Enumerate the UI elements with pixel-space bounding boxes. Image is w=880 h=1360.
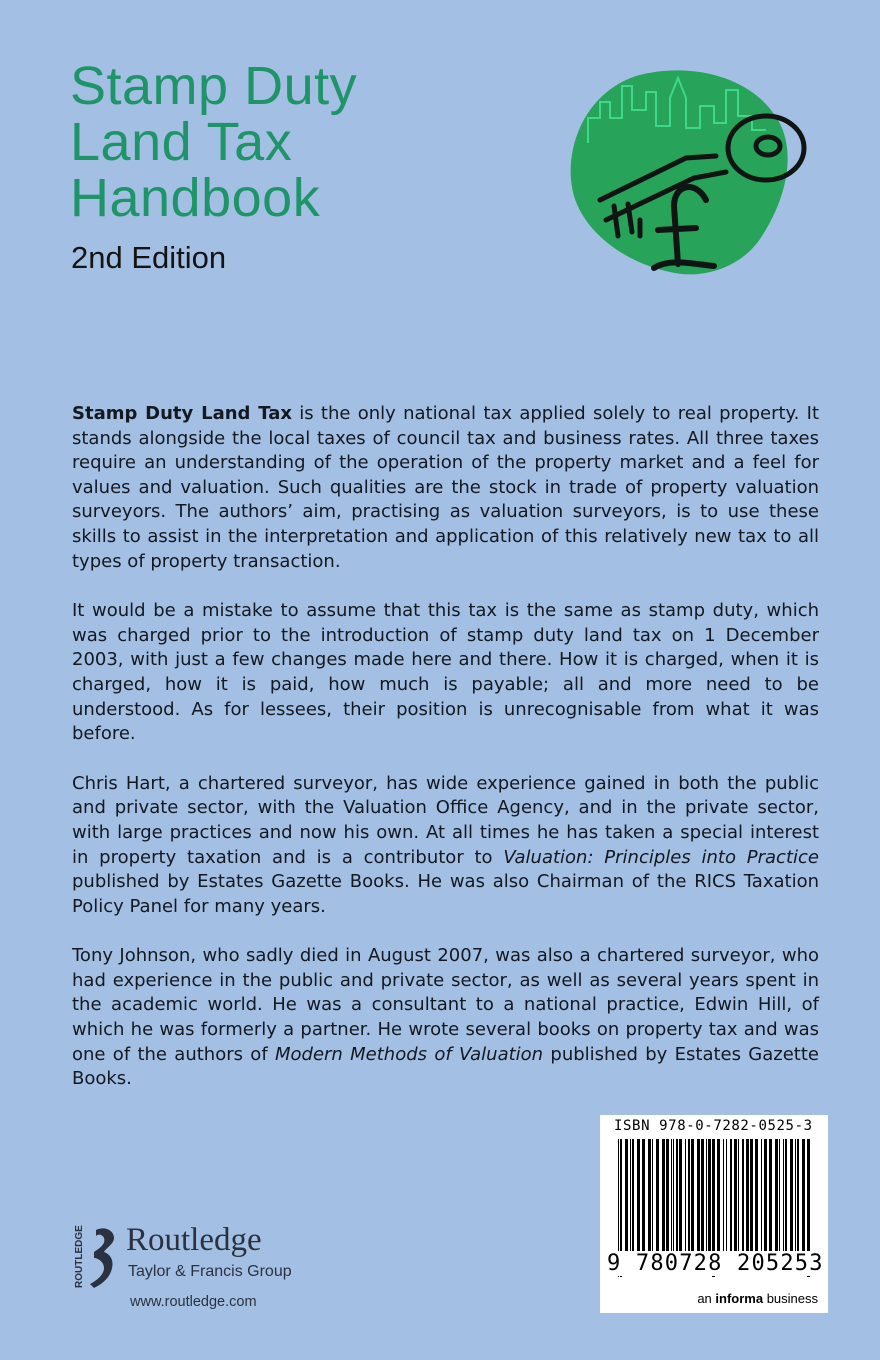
barcode-bar	[632, 1139, 634, 1265]
barcode-bar	[734, 1139, 737, 1265]
barcode-bar	[802, 1139, 805, 1265]
paragraph-4	[72, 944, 819, 1092]
paragraph-3-text-a: Chris Hart, a chartered surveyor, has wide experience gained in both the public and private sector, with the Valuation Office Agency, and in the private sector, with large practices and now his own. At all times he has taken a special interest in property taxation and is a contributor to	[72, 772, 819, 868]
barcode-bar	[679, 1139, 682, 1265]
barcode-bar	[630, 1139, 631, 1265]
informa-pre: an	[697, 1291, 716, 1306]
title-line-3: Handbook	[70, 168, 321, 228]
barcode-bar	[671, 1139, 672, 1265]
barcode-bar	[706, 1139, 707, 1265]
barcode-bar	[625, 1139, 628, 1265]
barcode-bar	[797, 1139, 799, 1265]
barcode-bar	[779, 1139, 780, 1265]
barcode-bar	[685, 1139, 686, 1265]
edition-label: 2nd Edition	[71, 240, 227, 275]
paragraph-3	[72, 772, 819, 920]
barcode-bar	[676, 1139, 678, 1265]
barcode-bar	[769, 1139, 772, 1265]
barcode-bar	[761, 1139, 762, 1265]
paragraph-1-lead: Stamp Duty Land Tax	[72, 403, 292, 424]
barcode-bar	[697, 1139, 700, 1265]
paragraph-4-text-b: published by Estates Gazette Books.	[72, 1043, 819, 1090]
paragraph-3-book-title: Valuation: Principles into Practice	[503, 846, 819, 868]
barcode-bar	[730, 1139, 732, 1265]
barcode-digits: 9 780728 205253	[607, 1251, 824, 1276]
routledge-mark-icon	[70, 1224, 118, 1290]
paragraph-1-text: is the only national tax applied solely to real property. It stands alongside the local taxes of council tax and business rates. All three taxes require an understanding of the operation of the property market and a feel for values and valuation. Such qualities are the stock in trade of property valuation surveyors. The authors’ aim, practising as valuation surveyors, is to use these skills to assist in the interpretation and application of this relatively new tax to all types of property transaction.	[72, 403, 819, 572]
key-pound-illustration	[566, 68, 826, 283]
barcode-bar	[750, 1139, 753, 1265]
barcode-bar	[764, 1139, 767, 1265]
barcode-bar	[755, 1139, 758, 1265]
barcode-bar	[785, 1139, 787, 1265]
routledge-spine-text: ROUTLEDGE	[74, 1225, 85, 1288]
barcode-bar	[742, 1139, 744, 1265]
barcode-bar	[746, 1139, 749, 1265]
barcode-bar	[662, 1139, 665, 1265]
paragraph-2: It would be a mistake to assume that this tax is the same as stamp duty, which was charged prior to the introduction of stamp duty land tax on 1 December 2003, with just a few changes made here and there. How it is charged, when it is charged, how it is paid, how much is payable; all and more need to be understood. As for lessees, their position is unrecognisable from what it was before.	[72, 600, 819, 745]
informa-brand: informa	[715, 1291, 764, 1306]
barcode-bar	[790, 1139, 793, 1265]
barcode-bar	[783, 1139, 784, 1265]
barcode-bar	[637, 1139, 640, 1265]
paragraph-1	[72, 402, 819, 574]
barcode-bar	[795, 1139, 796, 1265]
barcode-bar	[656, 1139, 659, 1265]
barcode-bar	[717, 1139, 720, 1265]
barcode-bar	[708, 1139, 711, 1265]
publisher-url[interactable]: www.routledge.com	[130, 1294, 257, 1310]
barcode-bar	[673, 1139, 674, 1265]
title-line-1: Stamp Duty	[70, 56, 358, 116]
barcode-bar	[726, 1139, 727, 1265]
routledge-figure-icon	[90, 1228, 114, 1288]
publisher-logo	[70, 1222, 320, 1317]
paragraph-4-book-title: Modern Methods of Valuation	[274, 1043, 544, 1065]
barcode-bar	[688, 1139, 690, 1265]
barcode-panel	[600, 1115, 828, 1313]
paragraph-4-text-a: Tony Johnson, who sadly died in August 2007, was also a chartered surveyor, who had experience in the public and private sector, as well as several years spent in the academic world. He was a consultant to a national practice, Edwin Hill, of which he was formerly a partner. He wrote several books on property tax and was one of the authors of	[72, 945, 819, 1065]
barcode-bar	[775, 1139, 778, 1265]
barcode-bar	[691, 1139, 694, 1265]
informa-post: business	[763, 1291, 818, 1306]
barcode-bar	[738, 1139, 739, 1265]
paragraph-3-text-b: published by Estates Gazette Books. He was also Chairman of the RICS Taxation Policy Panel for many years.	[72, 871, 819, 917]
barcode-bar	[723, 1139, 724, 1265]
informa-tagline	[697, 1291, 818, 1306]
back-cover-description	[72, 402, 819, 1117]
publisher-group: Taylor & Francis Group	[128, 1263, 292, 1280]
barcode-bar	[648, 1139, 651, 1265]
barcode-bar	[701, 1139, 704, 1265]
barcode-bar	[666, 1139, 669, 1265]
isbn-label: ISBN 978-0-7282-0525-3	[614, 1118, 813, 1134]
barcode-bar	[652, 1139, 653, 1265]
book-title	[70, 58, 357, 226]
barcode-bar	[642, 1139, 645, 1265]
publisher-name: Routledge	[126, 1222, 262, 1258]
title-line-2: Land Tax	[70, 112, 293, 172]
